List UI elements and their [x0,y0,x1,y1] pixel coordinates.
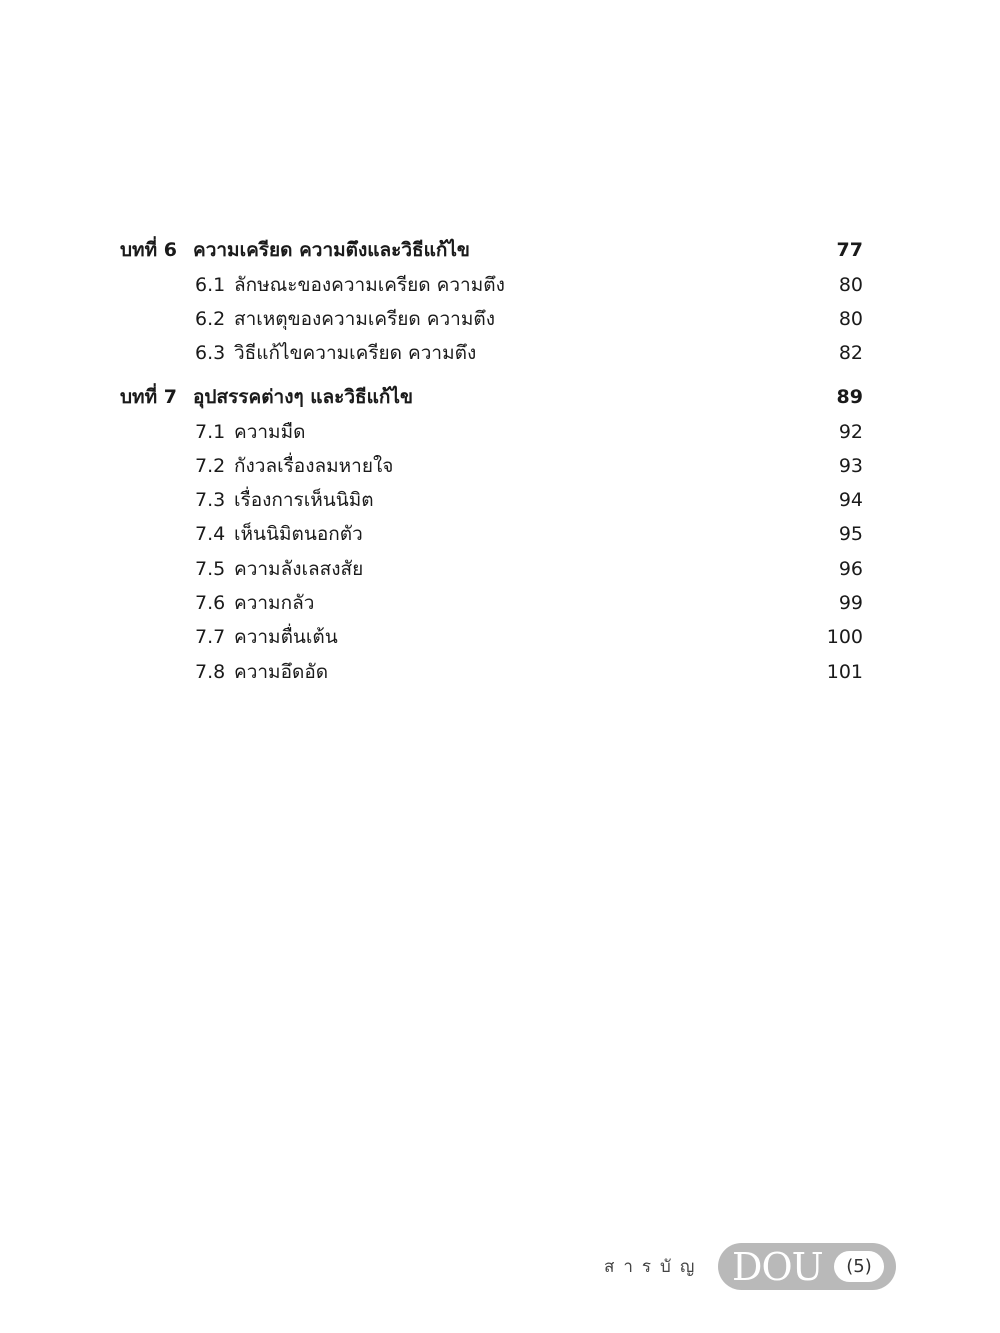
section-number: 6.2 [195,308,226,330]
section-number: 7.8 [195,661,226,683]
section-page-number: 101 [826,661,863,683]
section-page-number: 95 [838,523,863,545]
section-title: ความอึดอัด [234,661,329,683]
section-page-number: 94 [838,489,863,511]
toc-section-7-8 [0,655,1000,689]
section-page-number: 82 [838,342,863,364]
section-title: ความกลัว [234,592,315,614]
section-page-number: 93 [838,455,863,477]
section-number: 7.1 [195,421,226,443]
section-number: 6.1 [195,274,226,296]
chapter-title: ความเครียด ความตึงและวิธีแก้ไข [193,239,470,261]
toc-section-6-3 [0,336,1000,370]
toc-section-7-4 [0,517,1000,551]
section-title: กังวลเรื่องลมหายใจ [234,455,394,477]
section-title: สาเหตุของความเครียด ความตึง [234,308,495,330]
section-number: 7.3 [195,489,226,511]
toc-section-7-7 [0,620,1000,654]
section-number: 7.7 [195,626,226,648]
section-page-number: 96 [838,558,863,580]
toc-chapter-7 [0,380,1000,414]
toc-section-7-6 [0,586,1000,620]
chapter-title: อุปสรรคต่างๆ และวิธีแก้ไข [193,386,413,408]
section-title: ความลังเลสงสัย [234,558,364,580]
footer-section-label: สารบัญ [604,1257,704,1277]
section-title: ลักษณะของความเครียด ความตึง [234,274,505,296]
chapter-page-number: 89 [836,386,863,408]
section-title: ความตื่นเต้น [234,626,338,648]
section-page-number: 92 [838,421,863,443]
toc-section-6-2 [0,302,1000,336]
toc-section-7-2 [0,449,1000,483]
toc-section-6-1 [0,268,1000,302]
footer-page-number: (5) [834,1251,884,1282]
toc-section-7-1 [0,415,1000,449]
dou-badge [718,1243,896,1290]
toc-section-7-3 [0,483,1000,517]
chapter-label: บทที่ 7 [120,386,177,408]
section-number: 7.4 [195,523,226,545]
section-page-number: 100 [826,626,863,648]
section-title: เห็นนิมิตนอกตัว [234,523,363,545]
chapter-label: บทที่ 6 [120,239,177,261]
section-number: 6.3 [195,342,226,364]
section-page-number: 80 [838,308,863,330]
section-number: 7.5 [195,558,226,580]
section-title: ความมืด [234,421,306,443]
toc-chapter-6 [0,233,1000,267]
section-number: 7.6 [195,592,226,614]
section-number: 7.2 [195,455,226,477]
section-title: เรื่องการเห็นนิมิต [234,489,374,511]
page-footer [0,1243,1000,1291]
section-title: วิธีแก้ไขความเครียด ความตึง [234,342,477,364]
dou-logo: DOU [732,1245,823,1289]
toc-section-7-5 [0,552,1000,586]
chapter-page-number: 77 [836,239,863,261]
section-page-number: 99 [838,592,863,614]
section-page-number: 80 [838,274,863,296]
